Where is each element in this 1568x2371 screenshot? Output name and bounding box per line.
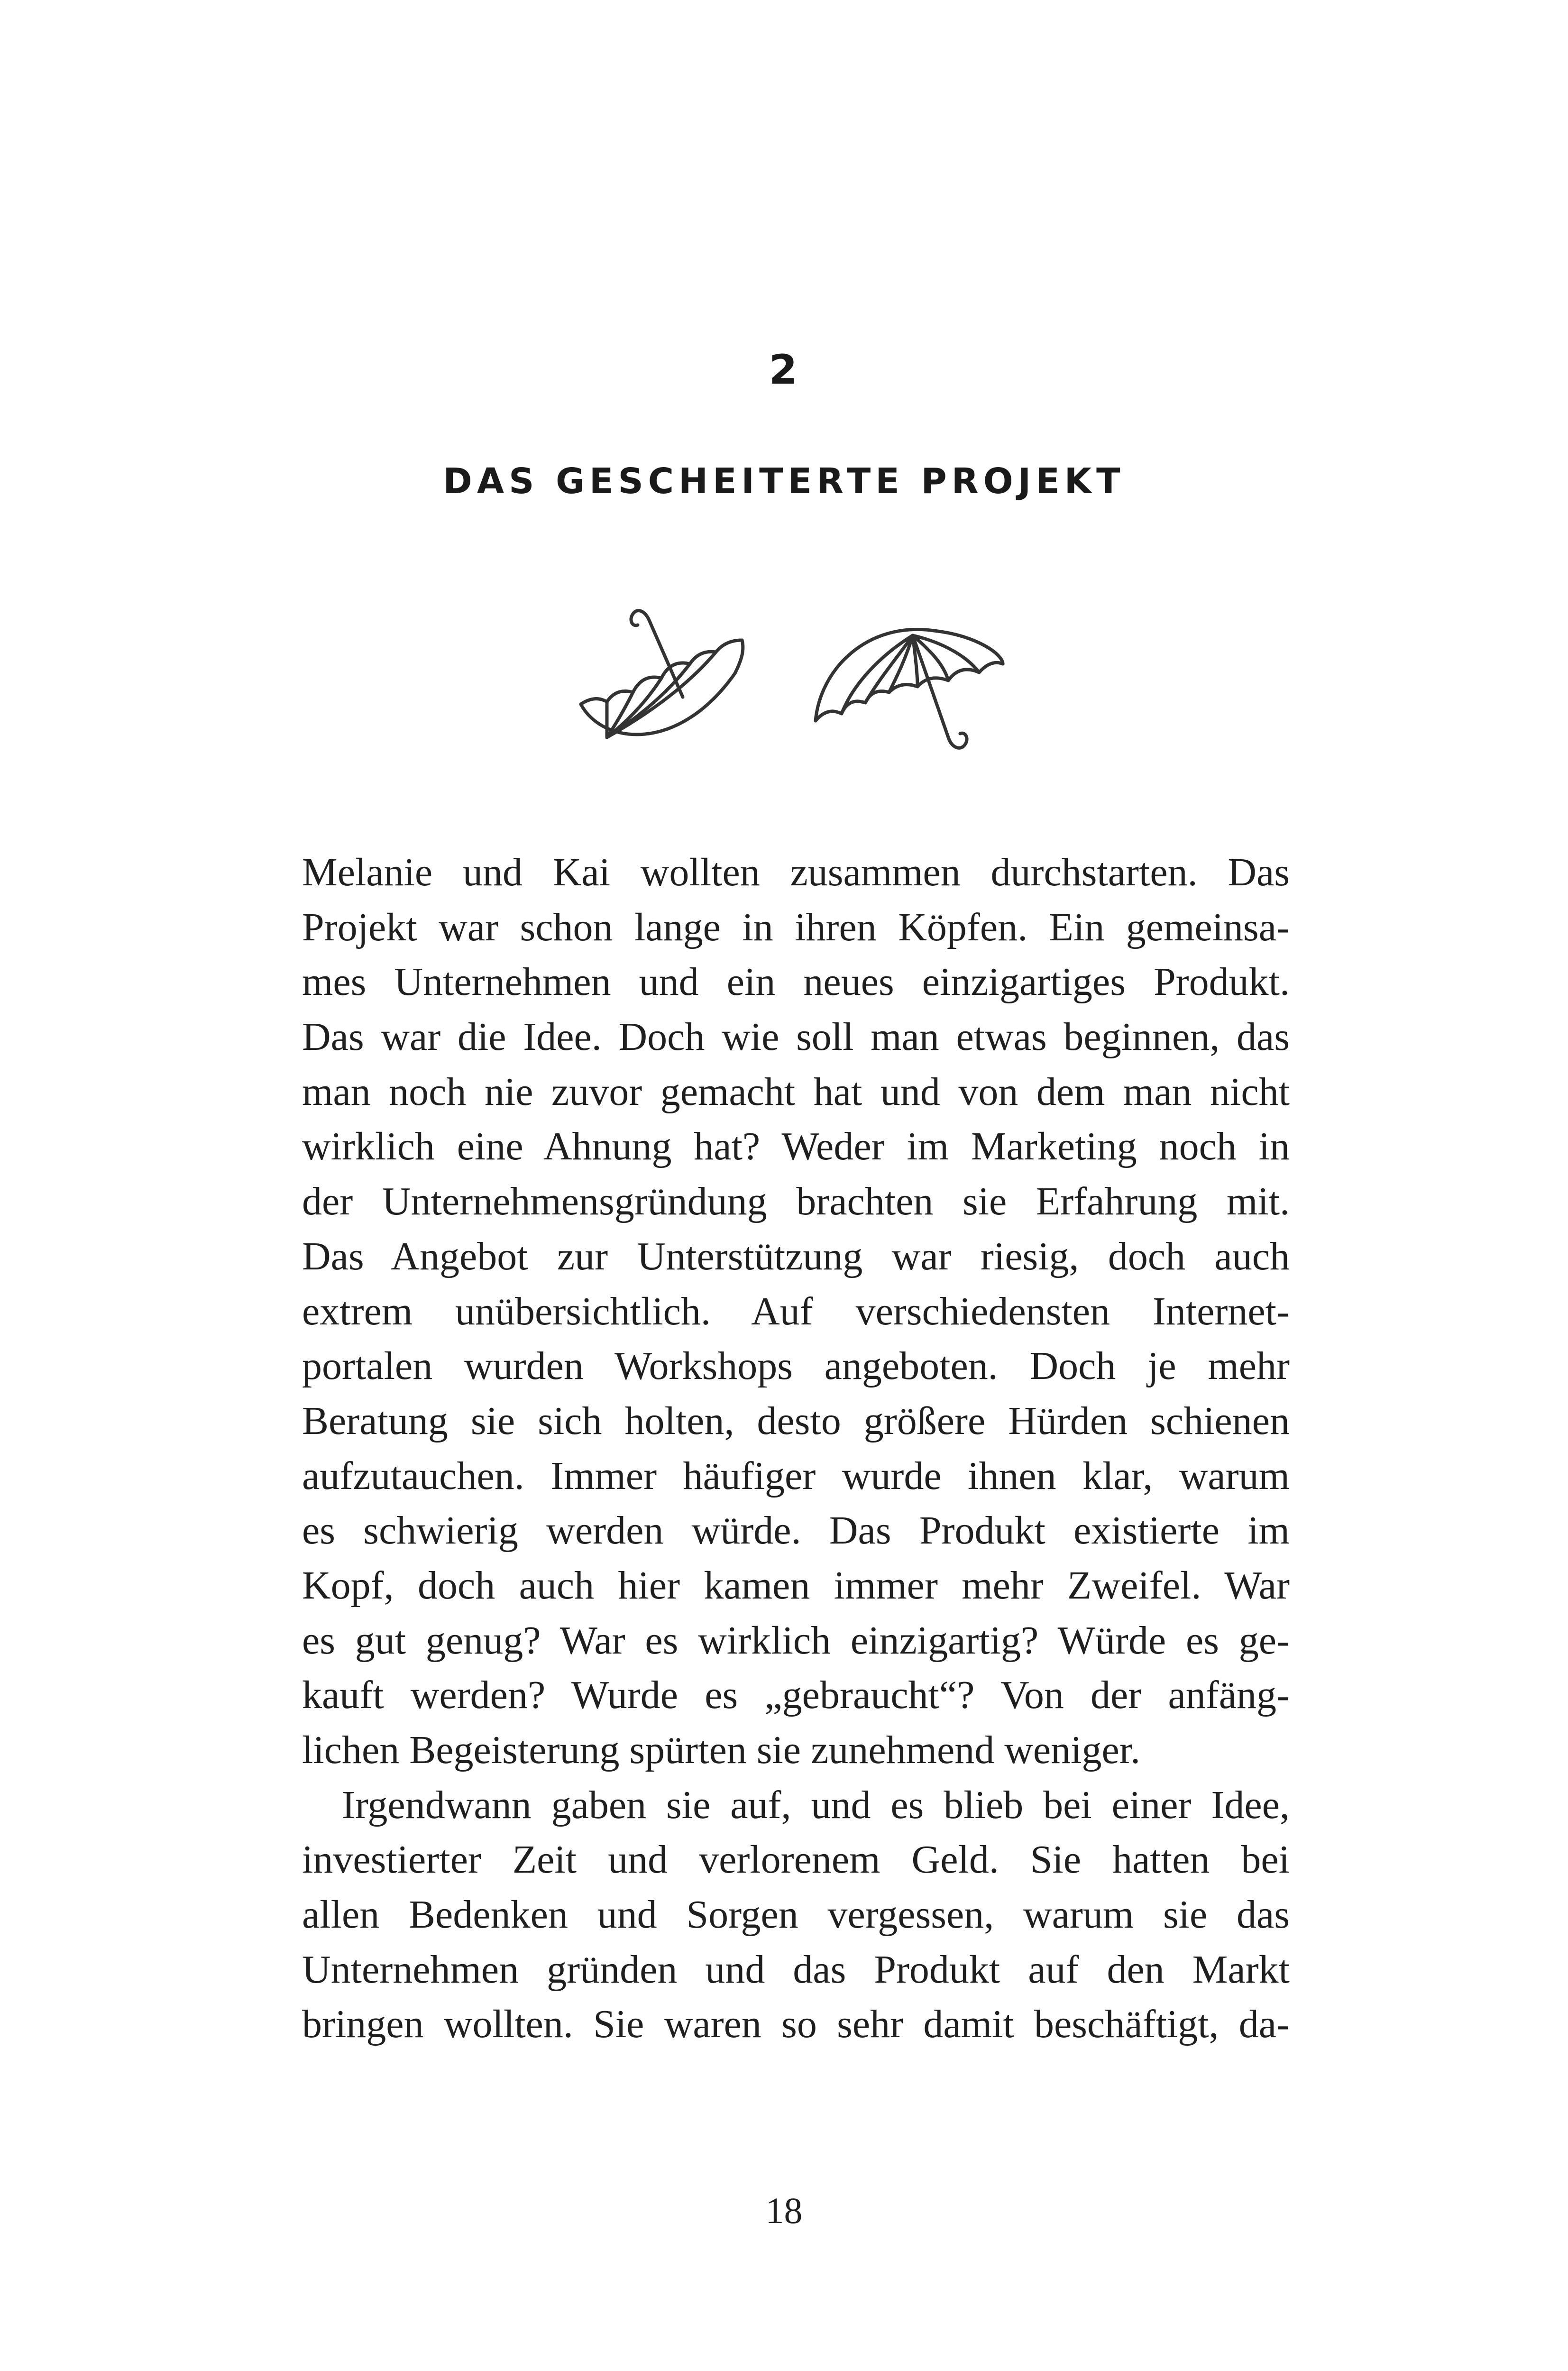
- paragraph-1: [302, 845, 1290, 1778]
- text-line: der Unternehmensgründung brachten sie Erfahrung mit.: [302, 1179, 1290, 1224]
- text-line: wirklich eine Ahnung hat? Weder im Marketing noch in: [302, 1124, 1290, 1169]
- text-line: es gut genug? War es wirklich einzigartig? Würde es ge-: [302, 1618, 1290, 1663]
- text-line: Beratung sie sich holten, desto größere Hürden schienen: [302, 1398, 1290, 1443]
- text-line: Das Angebot zur Unterstützung war riesig, doch auch: [302, 1234, 1290, 1278]
- text-line: bringen wollten. Sie waren so sehr damit beschäftigt, da-: [302, 2002, 1290, 2047]
- text-line: Melanie und Kai wollten zusammen durchstarten. Das: [302, 850, 1290, 894]
- text-line: investierter Zeit und verlorenem Geld. Sie hatten bei: [302, 1838, 1290, 1882]
- umbrella-illustration: [574, 602, 1010, 759]
- text-line: es schwierig werden würde. Das Produkt existierte im: [302, 1508, 1290, 1553]
- text-line: lichen Begeisterung spürten sie zunehmend weniger.: [302, 1728, 1141, 1772]
- text-line: portalen wurden Workshops angeboten. Doch je mehr: [302, 1344, 1290, 1388]
- page-number: 18: [765, 2190, 803, 2231]
- paragraph-2: [302, 1778, 1290, 2052]
- text-line: Kopf, doch auch hier kamen immer mehr Zweifel. War: [302, 1563, 1290, 1608]
- chapter-number: 2: [769, 346, 799, 394]
- text-line: Projekt war schon lange in ihren Köpfen. Ein gemeinsa-: [302, 905, 1290, 949]
- text-line: allen Bedenken und Sorgen vergessen, warum sie das: [302, 1893, 1290, 1937]
- umbrella-open-icon: [816, 629, 1003, 748]
- text-line: kauft werden? Wurde es „gebraucht“? Von der anfäng-: [302, 1673, 1290, 1718]
- text-line: man noch nie zuvor gemacht hat und von dem man nicht: [302, 1069, 1290, 1114]
- umbrella-upside-down-icon: [581, 611, 743, 737]
- chapter-title: DAS GESCHEITERTE PROJEKT: [443, 461, 1125, 502]
- text-line: aufzutauchen. Immer häufiger wurde ihnen klar, warum: [302, 1453, 1290, 1498]
- text-line: extrem unübersichtlich. Auf verschiedensten Internet-: [302, 1289, 1290, 1333]
- text-line: mes Unternehmen und ein neues einzigartiges Produkt.: [302, 960, 1290, 1004]
- text-line: Das war die Idee. Doch wie soll man etwas beginnen, das: [302, 1015, 1290, 1059]
- body-text: [302, 845, 1290, 2052]
- text-line: Unternehmen gründen und das Produkt auf den Markt: [302, 1947, 1290, 1992]
- text-line: Irgendwann gaben sie auf, und es blieb bei einer Idee,: [342, 1783, 1290, 1827]
